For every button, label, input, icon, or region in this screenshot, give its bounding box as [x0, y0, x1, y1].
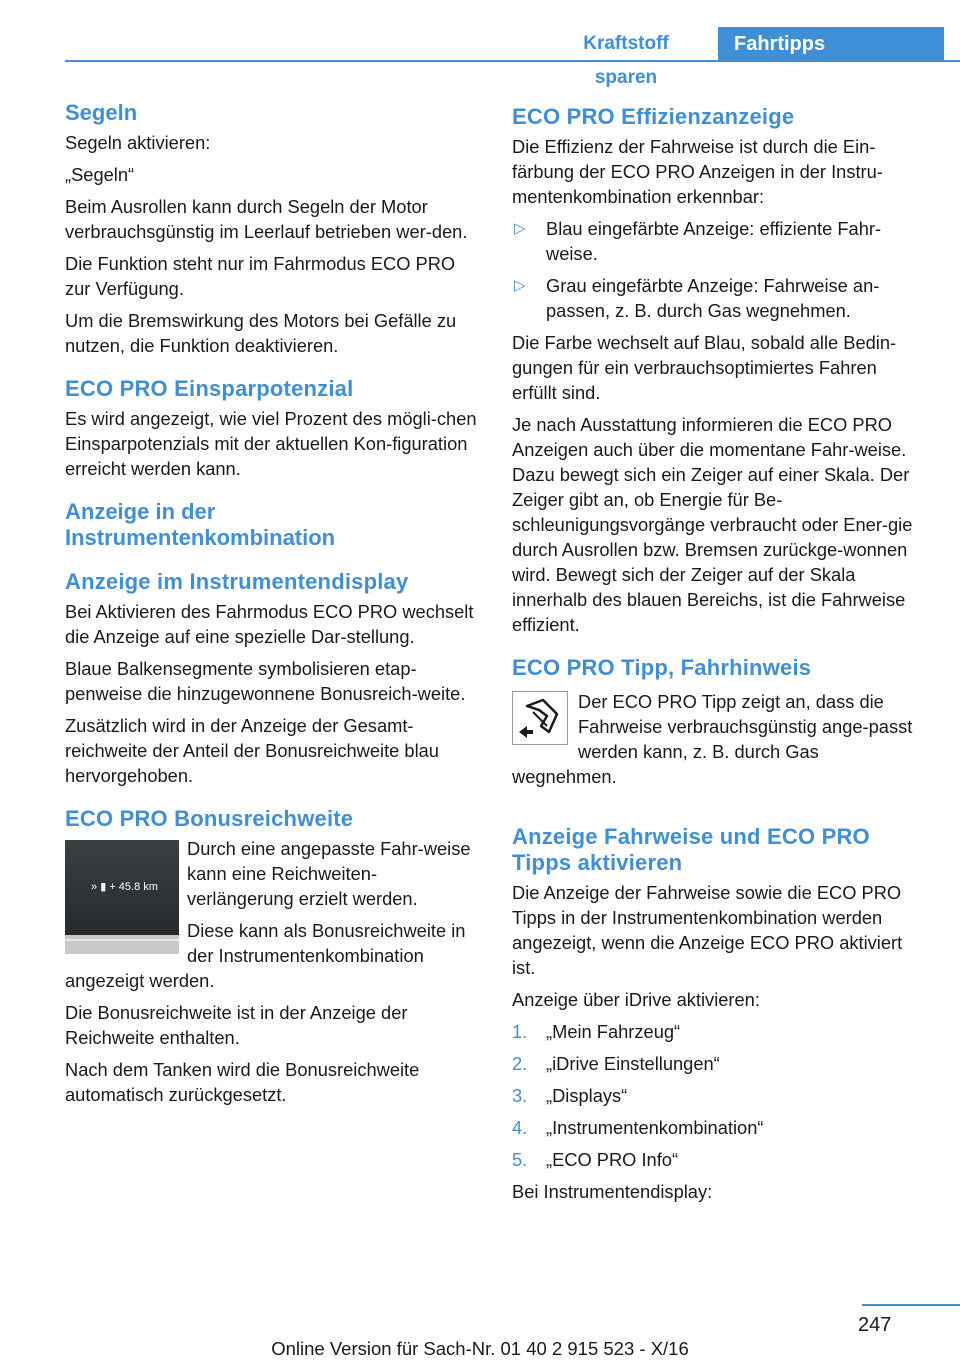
eco-pro-tipp-heading: ECO PRO Tipp, Fahrhinweis	[512, 655, 812, 680]
segeln-paragraph-3: Beim Ausrollen kann durch Segeln der Motor verbrauchsgünstig im Leerlauf betrieben wer‐den.	[65, 196, 468, 242]
list-item	[512, 1115, 926, 1140]
step-number: 1.	[512, 1021, 528, 1042]
bonusreichweite-paragraph-1: Durch eine angepasste Fahr‐weise kann eine Reichweiten‐verlängerung erzielt werden.	[187, 838, 471, 909]
bonusreichweite-heading: ECO PRO Bonusreichweite	[65, 806, 354, 831]
step-text: „ECO PRO Info“	[546, 1149, 679, 1170]
header-tabs	[534, 27, 944, 88]
list-item	[512, 1147, 926, 1172]
bonusreichweite-paragraph-2: Diese kann als Bonusreichweite in der Instrumentenkombination angezeigt werden.	[65, 920, 466, 991]
instrumentendisplay-paragraph-2: Blaue Balkensegmente symbolisieren etap‐penweise die hinzugewonnene Bonusreich‐weite.	[65, 658, 466, 704]
einsparpotenzial-heading: ECO PRO Einsparpotenzial	[65, 376, 354, 401]
aktivieren-paragraph-2: Anzeige über iDrive aktivieren:	[512, 989, 760, 1010]
header-rule	[65, 60, 960, 62]
segeln-heading: Segeln	[65, 100, 138, 125]
segeln-paragraph-5: Um die Bremswirkung des Motors bei Gefälle zu nutzen, die Funktion deaktivieren.	[65, 310, 457, 356]
instrumentendisplay-paragraph-3: Zusätzlich wird in der Anzeige der Gesamt‐reichweite der Anteil der Bonusreichweite blau hervorgehoben.	[65, 715, 439, 786]
list-item	[512, 1083, 926, 1108]
list-item	[512, 216, 926, 266]
einsparpotenzial-paragraph: Es wird angezeigt, wie viel Prozent des mögli‐chen Einsparpotenzials mit der aktuellen Kon‐figuration erreicht werden kann.	[65, 408, 477, 479]
aktivieren-paragraph-3: Bei Instrumentendisplay:	[512, 1181, 713, 1202]
effizienz-bullet-list	[512, 216, 926, 323]
instrument-bezel	[65, 935, 179, 954]
instrumentendisplay-heading: Anzeige im Instrumentendisplay	[65, 569, 409, 594]
page-number: 247	[858, 1314, 892, 1336]
foot-off-pedal-icon	[512, 691, 568, 745]
list-item	[512, 1019, 926, 1044]
step-text: „Instrumentenkombination“	[546, 1117, 764, 1138]
bonus-range-value: + 45.8 km	[109, 881, 158, 893]
tab-section-title: Kraftstoff sparen	[583, 33, 669, 88]
triangle-bullet-icon: ▷	[514, 277, 526, 294]
list-item-text: Grau eingefärbte Anzeige: Fahrweise an‐passen, z. B. durch Gas wegnehmen.	[546, 275, 880, 321]
bonus-range-readout	[91, 880, 158, 893]
step-number: 2.	[512, 1053, 528, 1074]
segeln-paragraph-4: Die Funktion steht nur im Fahrmodus ECO PRO zur Verfügung.	[65, 253, 456, 299]
double-chevron-icon: »	[91, 881, 98, 893]
segeln-paragraph-2: „Segeln“	[65, 164, 135, 185]
fahrweise-tipps-aktivieren-heading: Anzeige Fahrweise und ECO PRO Tipps aktivieren	[512, 824, 870, 875]
idrive-steps-list	[512, 1019, 926, 1172]
anzeige-instrumentenkombination-heading: Anzeige in der Instrumentenkombination	[65, 499, 336, 550]
step-text: „Displays“	[546, 1085, 628, 1106]
effizienzanzeige-paragraph-3: Je nach Ausstattung informieren die ECO PRO Anzeigen auch über die momentane Fahr‐weise. Dazu bewegt sich ein Zeiger auf einer Skala. Der Zeiger gibt an, ob Energie für Be‐schleunigungsvorgänge verbraucht oder Ener‐gie durch Ausrollen bzw. Bremsen zurückge‐wonnen wird. Bewegt sich der Zeiger auf der Skala innerhalb des blauen Bereichs, ist die Fahrweise effizient.	[512, 414, 913, 635]
list-item-text: Blau eingefärbte Anzeige: effiziente Fahr‐weise.	[546, 218, 882, 264]
step-number: 4.	[512, 1117, 528, 1138]
bonusreichweite-display-image	[65, 840, 179, 954]
instrumentendisplay-paragraph-1: Bei Aktivieren des Fahrmodus ECO PRO wechselt die Anzeige auf eine spezielle Dar‐stellung.	[65, 601, 474, 647]
fuel-pump-icon: ▮	[100, 881, 107, 893]
step-text: „Mein Fahrzeug“	[546, 1021, 681, 1042]
tab-chapter-title: Fahrtipps	[718, 27, 944, 61]
step-text: „iDrive Einstellungen“	[546, 1053, 720, 1074]
list-item	[512, 1051, 926, 1076]
step-number: 5.	[512, 1149, 528, 1170]
triangle-bullet-icon: ▷	[514, 220, 526, 237]
right-column	[512, 100, 926, 1211]
eco-pro-tipp-paragraph: Der ECO PRO Tipp zeigt an, dass die Fahrweise verbrauchsgünstig ange‐passt werden kann, z. B. durch Gas wegnehmen.	[512, 691, 913, 787]
step-number: 3.	[512, 1085, 528, 1106]
bonusreichweite-paragraph-3: Die Bonusreichweite ist in der Anzeige der Reichweite enthalten.	[65, 1002, 408, 1048]
segeln-paragraph-1: Segeln aktivieren:	[65, 132, 211, 153]
footer-rule	[862, 1304, 960, 1306]
bonusreichweite-paragraph-4: Nach dem Tanken wird die Bonusreichweite automatisch zurückgesetzt.	[65, 1059, 420, 1105]
effizienzanzeige-paragraph-2: Die Farbe wechselt auf Blau, sobald alle Bedin‐gungen für ein verbrauchsoptimiertes Fahren erfüllt sind.	[512, 332, 897, 403]
footer-version-text: Online Version für Sach-Nr. 01 40 2 915 523 - X/16	[271, 1338, 689, 1359]
aktivieren-paragraph-1: Die Anzeige der Fahrweise sowie die ECO PRO Tipps in der Instrumentenkombination werden angezeigt, wenn die Anzeige ECO PRO aktiviert ist.	[512, 882, 903, 978]
effizienzanzeige-paragraph-1: Die Effizienz der Fahrweise ist durch die Ein‐färbung der ECO PRO Anzeigen in der Instru‐mentenkombination erkennbar:	[512, 136, 883, 207]
list-item	[512, 273, 926, 323]
effizienzanzeige-heading: ECO PRO Effizienzanzeige	[512, 104, 795, 129]
left-column	[65, 100, 479, 1114]
